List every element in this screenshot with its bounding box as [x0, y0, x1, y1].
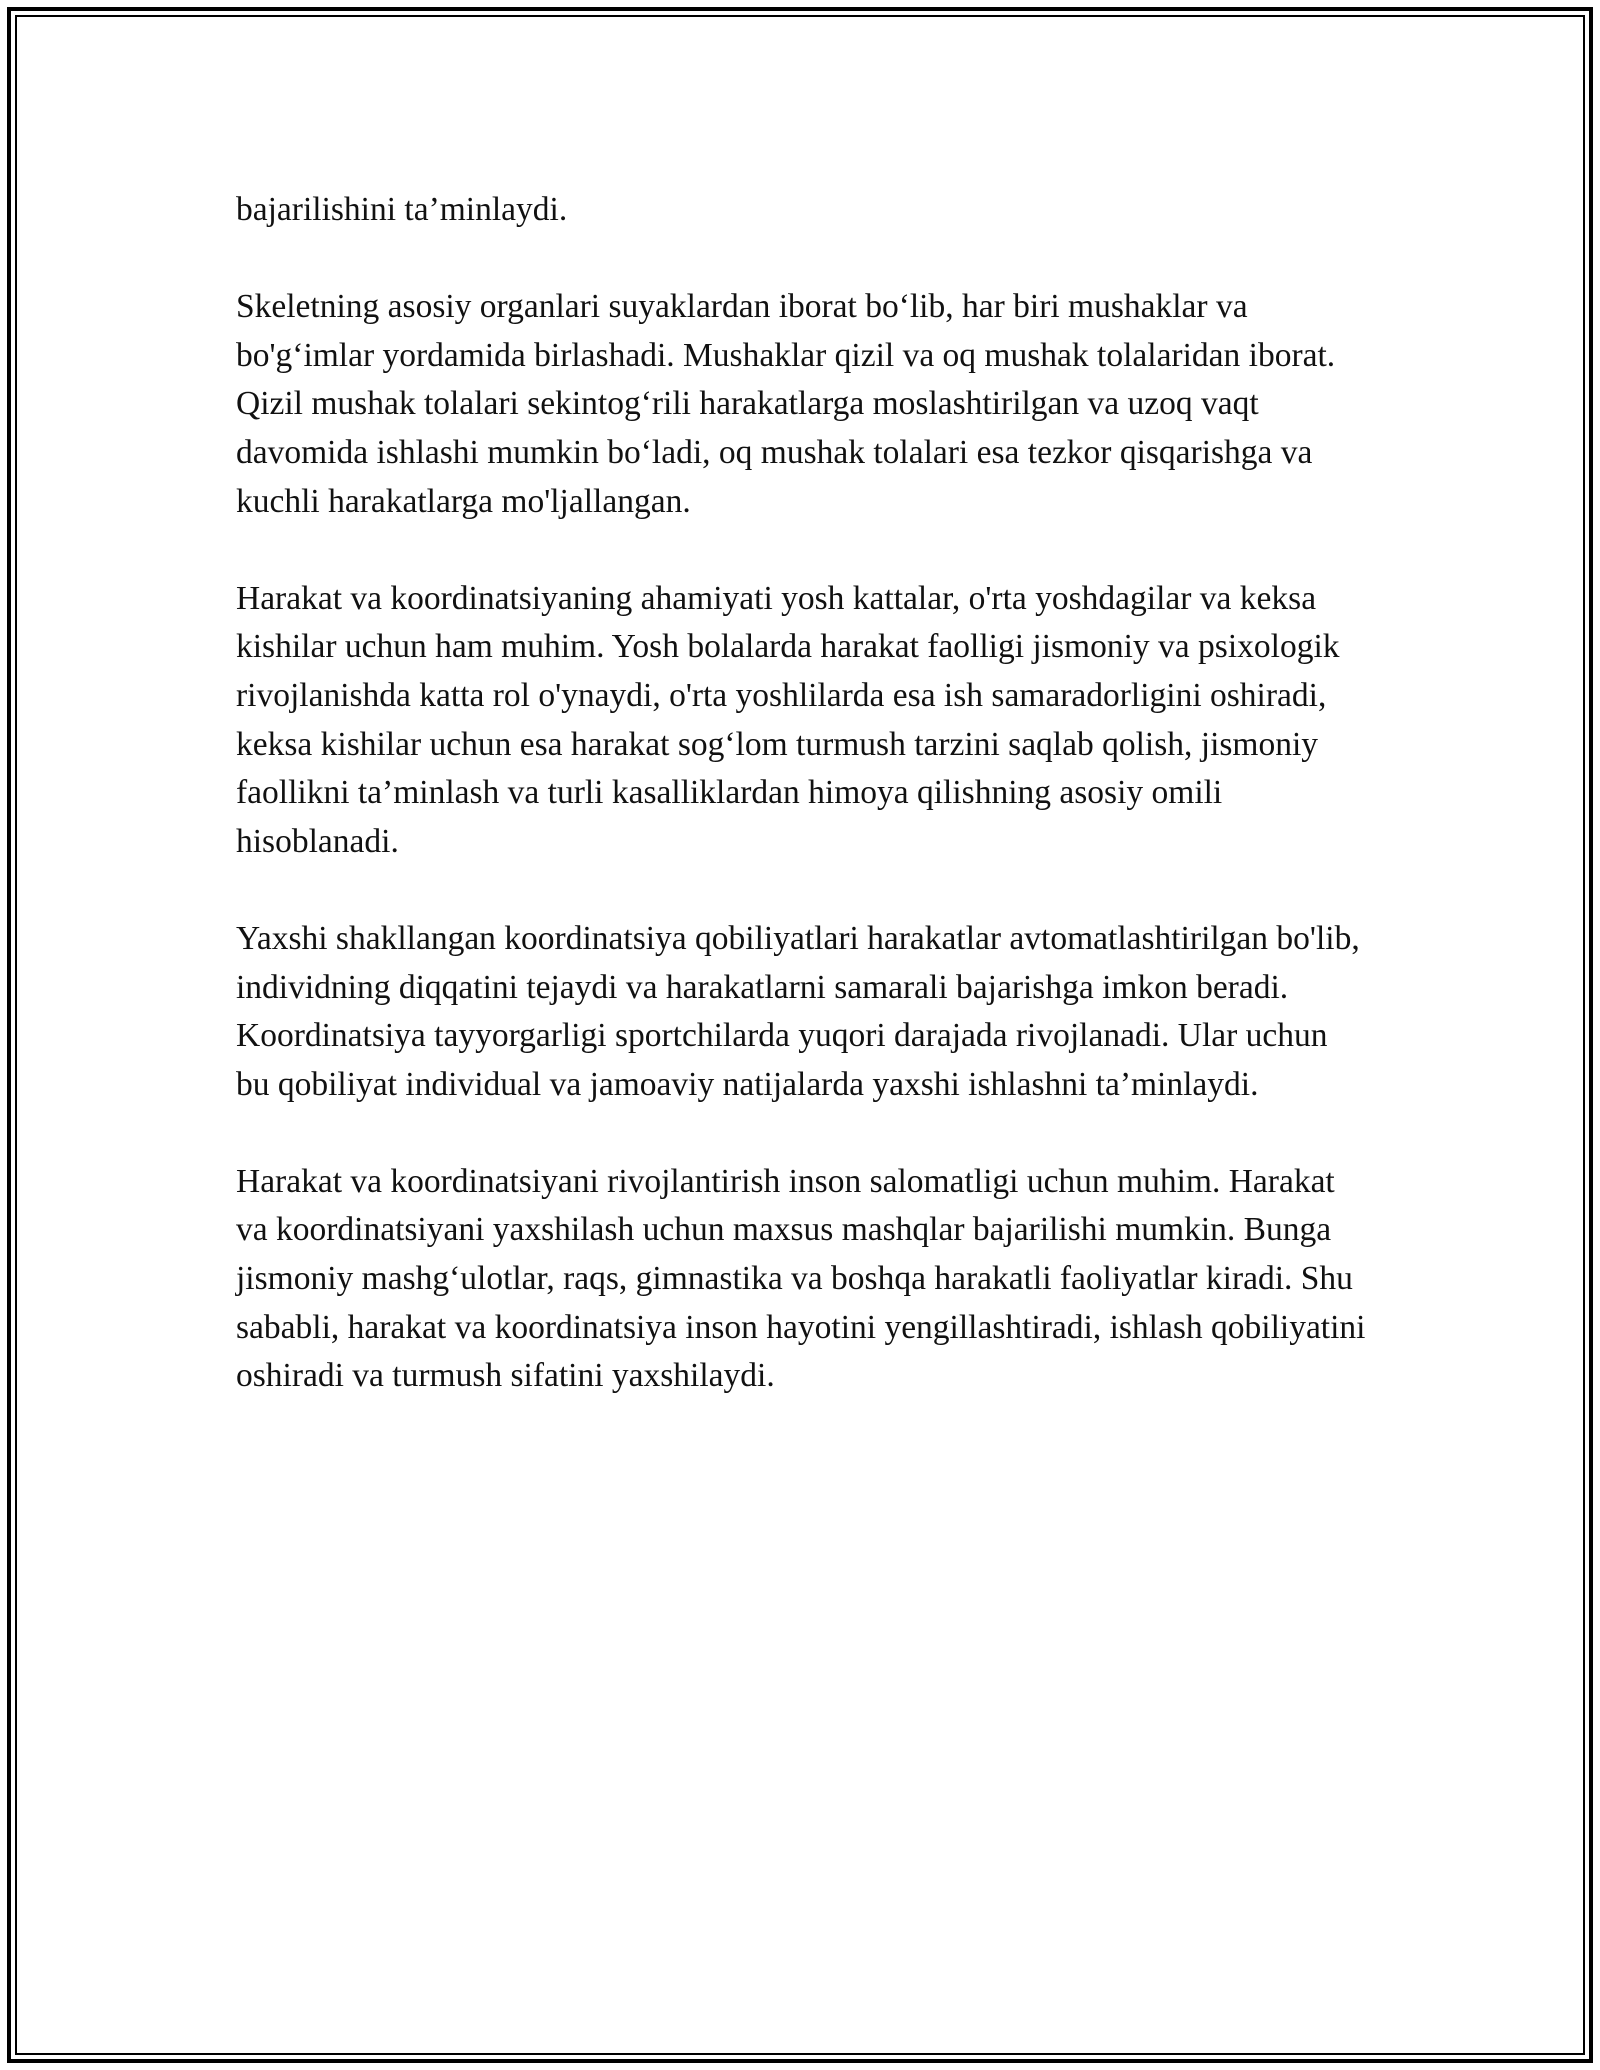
- paragraph-age-importance: Harakat va koordinatsiyaning ahamiyati yosh kattalar, o'rta yoshdagilar va keksa kishilar uchun ham muhim. Yosh bolalarda harakat faolligi jismoniy va psixologik rivojlanishda katta rol o'ynaydi, o'rta yoshlilarda esa ish samaradorligini oshiradi, keksa kishilar uchun esa harakat sog‘lom turmush tarzini saqlab qolish, jismoniy faollikni ta’minlash va turli kasalliklardan himoya qilishning asosiy omili hisoblanadi.: [236, 579, 1340, 860]
- document-body: [236, 186, 1366, 1449]
- paragraph-continuation: bajarilishini ta’minlaydi.: [236, 191, 568, 228]
- paragraph-skeleton-muscles: Skeletning asosiy organlari suyaklardan iborat bo‘lib, har biri mushaklar va bo'g‘imlar yordamida birlashadi. Mushaklar qizil va oq mushak tolalaridan iborat. Qizil mushak tolalari sekintog‘rili harakatlarga moslashtirilgan va uzoq vaqt davomida ishlashi mumkin bo‘ladi, oq mushak tolalari esa tezkor qisqarishga va kuchli harakatlarga mo'ljallangan.: [236, 288, 1336, 520]
- paragraph-development: Harakat va koordinatsiyani rivojlantirish inson salomatligi uchun muhim. Harakat va koordinatsiyani yaxshilash uchun maxsus mashqlar bajarilishi mumkin. Bunga jismoniy mashg‘ulotlar, raqs, gimnastika va boshqa harakatli faoliyatlar kiradi. Shu sababli, harakat va koordinatsiya inson hayotini yengillashtiradi, ishlash qobiliyatini oshiradi va turmush sifatini yaxshilaydi.: [236, 1162, 1366, 1395]
- paragraph-coordination-abilities: Yaxshi shakllangan koordinatsiya qobiliyatlari harakatlar avtomatlashtirilgan bo'lib, individning diqqatini tejaydi va harakatlarni samarali bajarishga imkon beradi. Koordinatsiya tayyorgarligi sportchilarda yuqori darajada rivojlanadi. Ular uchun bu qobiliyat individual va jamoaviy natijalarda yaxshi ishlashni ta’minlaydi.: [236, 919, 1360, 1103]
